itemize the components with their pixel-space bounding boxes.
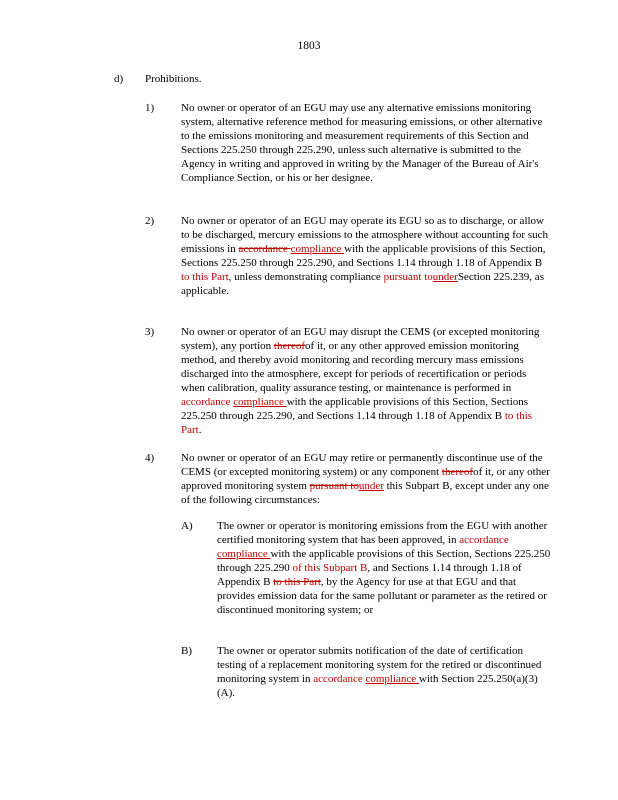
item-2-text: No owner or operator of an EGU may operate its EGU so as to discharge, or allow to be discharged, mercury emissions to the atmosphere without accounting for such emissions in accordance compliance with the applicable provisions of this Section, Sections 225.250 through 225.290, and Sections 1.14 through 1.18 of Appendix B to this Part, unless demonstrating compliance pursuant tounderSection 225.239, as applicable. bbox=[181, 215, 548, 297]
item-3-text: No owner or operator of an EGU may disrupt the CEMS (or excepted monitoring system), any portion thereofof it, or any other approved emission monitoring method, and thereby avoid monitoring and recording mercury mass emissions discharged into the atmosphere, except for periods of recertification or periods when calibration, quality assurance testing, or maintenance is performed in accordance compliance with the applicable provisions of this Section, Sections 225.250 through 225.290, and Sections 1.14 through 1.18 of Appendix B to this Part. bbox=[181, 326, 540, 436]
item-2-label: 2) bbox=[145, 215, 155, 227]
subitem-b-text: The owner or operator submits notification of the date of certification testing of a replacement monitoring system for the retired or discontinued monitoring system in accordance compliance with Section 225.250(a)(3)(A). bbox=[217, 645, 542, 699]
insertion-mark: compliance bbox=[290, 243, 345, 255]
item-1-text: No owner or operator of an EGU may use any alternative emissions monitoring system, alternative reference method for measuring emissions, or other alternative to the emissions monitoring and measurement requirements of this Section and Sections 225.250 through 225.290, unless such alternative is submitted to the Agency in writing and approved in writing by the Manager of the Bureau of Air's Compliance Section, or his or her designee. bbox=[181, 102, 543, 184]
deletion-mark: accordance bbox=[238, 243, 291, 255]
insertion-mark: under bbox=[358, 480, 384, 492]
item-4-text: No owner or operator of an EGU may retire or permanently discontinue use of the CEMS (or excepted monitoring system) or any component thereofof it, or any other approved monitoring system pursuant tounder this Subpart B, except under any one of the following circumstances: bbox=[181, 452, 550, 506]
deletion-mark: to this Part bbox=[273, 576, 321, 588]
insertion-mark: compliance bbox=[365, 673, 419, 685]
insertion-mark: accordance bbox=[181, 396, 234, 408]
item-1-label: 1) bbox=[145, 102, 155, 114]
insertion-mark: of this Subpart B bbox=[292, 562, 368, 574]
insertion-mark: under bbox=[432, 271, 458, 283]
subitem-b-label: B) bbox=[181, 645, 192, 657]
insertion-mark: accordance bbox=[313, 673, 366, 685]
insertion-mark: to this Part bbox=[181, 410, 533, 436]
insertion-mark: compliance bbox=[217, 548, 271, 560]
insertion-mark: accordance bbox=[459, 534, 509, 546]
insertion-mark: compliance bbox=[233, 396, 287, 408]
subitem-a-text: The owner or operator is monitoring emissions from the EGU with another certified monitoring system that has been approved, in accordance compliance with the applicable provisions of this Section, Sections 225.250 through 225.290 of this Subpart B, and Sections 1.14 through 1.18 of Appendix B to this Part, by the Agency for use at that EGU and that provides emission data for the same pollutant or parameter as the retired or discontinued monitoring system; or bbox=[217, 520, 551, 616]
item-3-label: 3) bbox=[145, 326, 155, 338]
deletion-mark: thereof bbox=[441, 466, 474, 478]
section-heading: Prohibitions. bbox=[145, 73, 202, 85]
page-number: 1803 bbox=[297, 40, 321, 52]
insertion-mark: to this Part bbox=[181, 271, 229, 283]
item-4-label: 4) bbox=[145, 452, 155, 464]
insertion-mark: pursuant to bbox=[383, 271, 433, 283]
deletion-mark: pursuant to bbox=[309, 480, 359, 492]
section-label: d) bbox=[114, 73, 124, 85]
subitem-a-label: A) bbox=[181, 520, 193, 532]
deletion-mark: thereof bbox=[273, 340, 306, 352]
